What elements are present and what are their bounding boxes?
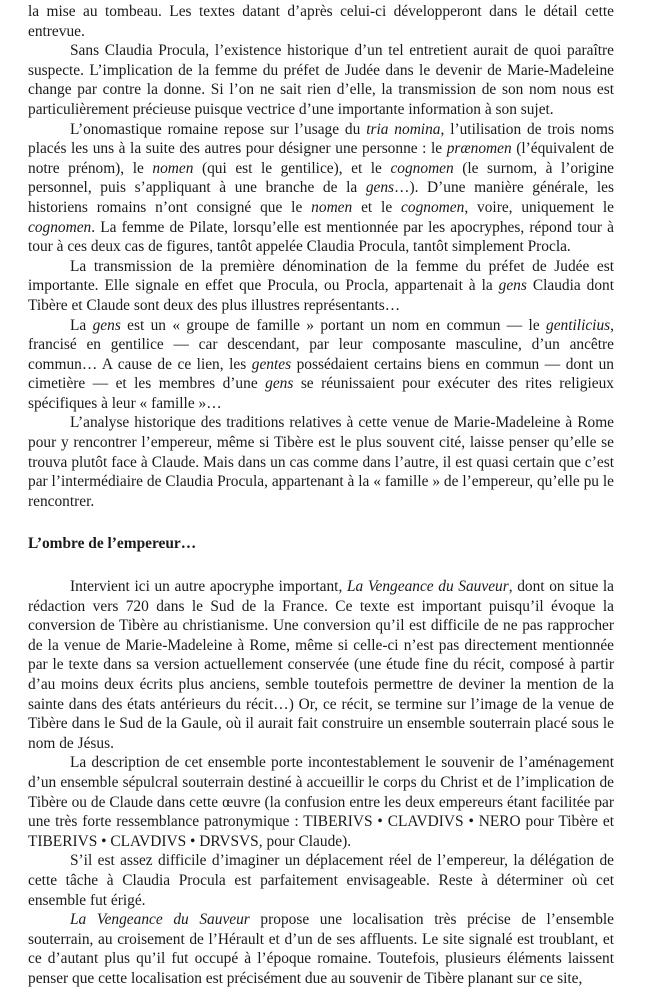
italic-term: cognomen [390, 159, 454, 177]
text-run: S’il est assez difficile d’imaginer un déplacement réel de l’empereur, la délégation de cette tâche à Claudia Procula est parfaitement envisageable. Reste à déterminer où cet ensemble fut érigé. [28, 852, 614, 909]
text-run: La [70, 316, 93, 334]
document-page [28, 2, 614, 989]
italic-term: gentilicius [546, 316, 611, 334]
text-run: et le [352, 198, 402, 216]
paragraph-onomastique [28, 120, 614, 257]
paragraph-description-ensemble [28, 753, 614, 851]
paragraph-delegation [28, 851, 614, 910]
italic-term: cognomen [28, 218, 92, 236]
text-run: propose une localisation très précise de l’ensemble souterrain, au croisement de l’Hérault et d’un de ses affluents. Le site signalé est troublant, et ce d’autant plus qu’il fut occupé à l’époque romaine. Toutefois, plusieurs éléments laissent penser que cette localisation est précisément due au souvenir de Tibère planant sur ce site, [28, 911, 615, 987]
italic-term: gens [92, 316, 121, 334]
text-run: possédaient certains biens en commun — dont un cimetière — et les membres d’une [28, 355, 614, 393]
italic-term: tria nomina [366, 120, 441, 138]
text-run: , francisé en gentilice — car descendant, par leur composante masculine, d’un ancêtre commun… A cause de ce lien, les [28, 316, 614, 373]
paragraph-vengeance-sauveur [28, 577, 614, 753]
text-run: Claudia dont Tibère et Claude sont deux des plus illustres représentants… [28, 277, 615, 314]
text-run: (qui est le gentilice), et le [193, 159, 391, 177]
italic-term: cognomen [401, 198, 465, 216]
paragraph-gens [28, 316, 614, 414]
text-run: …). D’une manière générale, les historiens romains n’ont consigné que le [28, 179, 614, 216]
italic-term: nomen [311, 198, 353, 216]
italic-term: prænomen [446, 140, 512, 158]
italic-term: gens [265, 375, 294, 393]
text-run: . La femme de Pilate, lorsqu’elle est mentionnée par les apocryphes, répond tour à tour à ces deux cas de figures, tantôt appelée Claudia Procula, tantôt simplement Procla. [28, 218, 614, 256]
text-run: La description de cet ensemble porte incontestablement le souvenir de l’aménagement d’un ensemble sépulcral souterrain destiné à accueillir le corps du Christ et de l’implication de Tibère ou de Claude dans cette œuvre (la confusion entre les deux empereurs étant facilitée par une très forte ressemblance patronymique : TIBERIVS • CLAVDIVS • NERO pour Tibère et TIBERIVS • CLAVDIVS • DRVSVS, pour Claude). [28, 754, 614, 850]
paragraph-claudia-procula [28, 41, 614, 119]
text-run: la mise au tombeau. Les textes datant d’après celui-ci développeront dans le détail cette entrevue. [28, 3, 614, 40]
italic-term: gens [498, 277, 527, 295]
italic-term: nomen [152, 159, 194, 177]
text-run: La transmission de la première dénomination de la femme du préfet de Judée est importante. Elle signale en effet que Procula, ou Procla, appartenait à la [28, 257, 614, 295]
text-run: , dont on situe la rédaction vers 720 dans le Sud de la France. Ce texte est important puisqu’il évoque la conversion de Tibère au christianisme. Une conversion qu’il est difficile de ne pas rapprocher de la venue de Marie-Madeleine à Rome, même si celle-ci n’est pas directement mentionnée par le texte dans sa version actuellement conservée (une étude fine du récit, composé à partir d’au moins deux écrits plus anciens, semble toutefois permettre de deviner la mention de la sainte dans des états antérieurs du récit…) Or, ce récit, se termine sur l’image de la venue de Tibère dans le Sud de la Gaule, où il aurait fait construire un ensemble souterrain placé sous le nom de Jésus. [28, 578, 615, 752]
text-run: L’analyse historique des traditions relatives à cette venue de Marie-Madeleine à Rome pour y rencontrer l’empereur, même si Tibère est le plus souvent cité, laisse penser qu’elle se trouva plutôt face à Claude. Mais dans un cas comme dans l’autre, il est quasi certain que c’est par l’intermédiaire de Claudia Procula, appartenant à la « famille » de l’empereur, qu’elle pu le rencontrer. [28, 414, 614, 510]
text-run: , voire, uniquement le [464, 198, 615, 216]
italic-term: La Vengeance du Sauveur [346, 578, 509, 596]
text-run: est un « groupe de famille » portant un nom en commun — le [120, 316, 547, 334]
text-run: L’onomastique romaine repose sur l’usage du [70, 120, 367, 138]
italic-term: gens [365, 179, 395, 197]
text-run: (le surnom, à l’origine personnel, puis s’appliquant à une branche de la [28, 159, 614, 197]
text-run: (l’équivalent de notre prénom), le [28, 140, 614, 177]
paragraph-transmission [28, 257, 614, 316]
text-run: se réunissaient pour exécuter des rites religieux spécifiques à leur « famille »… [28, 375, 615, 412]
italic-term: gentes [251, 355, 292, 373]
paragraph-localisation [28, 910, 614, 988]
text-run: Intervient ici un autre apocryphe important, [70, 578, 347, 596]
paragraph-analyse-historique [28, 413, 614, 511]
text-run: , l’utilisation de trois noms placés les uns à la suite des autres pour désigner une personne : le [28, 120, 614, 158]
paragraph-continued [28, 2, 614, 41]
section-heading: L’ombre de l’empereur… [28, 535, 197, 553]
italic-term: La Vengeance du Sauveur [70, 911, 250, 929]
text-run: Sans Claudia Procula, l’existence historique d’un tel entretient aurait de quoi paraître suspecte. L’implication de la femme du préfet de Judée dans le devenir de Marie-Madeleine change par contre la donne. Si l’on ne sait rien d’elle, la transmission de son nom nous est particulièrement précieuse puisque vectrice d’une importante information à son sujet. [28, 42, 614, 118]
